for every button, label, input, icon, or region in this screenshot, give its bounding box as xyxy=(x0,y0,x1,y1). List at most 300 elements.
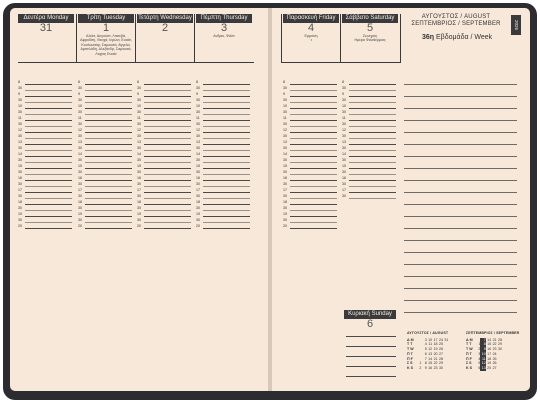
half-hour-line[interactable] xyxy=(144,90,191,91)
half-hour-line[interactable] xyxy=(203,114,250,115)
hour-line[interactable] xyxy=(144,84,191,85)
half-hour-label: 30 xyxy=(342,182,346,186)
hour-line[interactable] xyxy=(290,204,337,205)
mini-calendar-day[interactable] xyxy=(497,366,502,371)
hour-line[interactable] xyxy=(203,132,250,133)
mini-calendar-day[interactable]: 4 xyxy=(478,356,481,361)
hour-line[interactable] xyxy=(290,84,337,85)
half-hour-line[interactable] xyxy=(85,126,132,127)
hour-label: 9 xyxy=(283,92,285,96)
header-rule xyxy=(18,62,254,63)
notes-line[interactable] xyxy=(404,312,517,313)
mini-calendar-day[interactable]: 1 xyxy=(478,342,481,347)
half-hour-line[interactable] xyxy=(203,198,250,199)
half-hour-line[interactable] xyxy=(25,90,72,91)
notes-line[interactable] xyxy=(404,180,517,181)
mini-calendar-day[interactable]: 16 xyxy=(487,347,492,352)
half-hour-line[interactable] xyxy=(203,138,250,139)
half-hour-label: 30 xyxy=(196,110,200,114)
weekday-label: Τ T xyxy=(466,342,472,347)
notes-line[interactable] xyxy=(404,252,517,253)
hour-line[interactable] xyxy=(290,192,337,193)
half-hour-line[interactable] xyxy=(349,150,396,151)
hour-line[interactable] xyxy=(144,192,191,193)
hour-label: 8 xyxy=(283,80,285,84)
half-hour-line[interactable] xyxy=(203,222,250,223)
half-hour-line[interactable] xyxy=(144,210,191,211)
mini-calendar-day[interactable]: 15 xyxy=(487,342,492,347)
day-number: 3 xyxy=(220,22,228,34)
mini-calendar-day[interactable]: 23 xyxy=(492,347,497,352)
hour-line[interactable] xyxy=(85,120,132,121)
mini-calendar-day[interactable] xyxy=(443,366,448,371)
mini-calendar-day[interactable]: 18 xyxy=(433,342,438,347)
half-hour-label: 30 xyxy=(342,122,346,126)
half-hour-line[interactable] xyxy=(25,222,72,223)
mini-calendar-day[interactable]: 1 xyxy=(419,361,422,366)
half-hour-label: 30 xyxy=(137,98,141,102)
hour-label: 19 xyxy=(196,212,200,216)
hour-line[interactable] xyxy=(203,84,250,85)
hour-line[interactable] xyxy=(349,156,396,157)
mini-calendar-day[interactable]: 14 xyxy=(428,356,433,361)
hour-line[interactable] xyxy=(349,192,396,193)
notes-line[interactable] xyxy=(404,144,517,145)
half-hour-line[interactable] xyxy=(290,138,337,139)
mini-calendar-day[interactable]: 9 xyxy=(424,365,427,370)
hour-line[interactable] xyxy=(25,204,72,205)
half-hour-line[interactable] xyxy=(25,102,72,103)
half-hour-line[interactable] xyxy=(203,162,250,163)
mini-calendar-day[interactable]: 21 xyxy=(433,356,438,361)
half-hour-line[interactable] xyxy=(290,222,337,223)
sunday-line[interactable] xyxy=(346,336,396,337)
half-hour-line[interactable] xyxy=(144,198,191,199)
mini-calendar-day[interactable]: 20 xyxy=(433,351,438,356)
notes-line[interactable] xyxy=(404,192,517,193)
half-hour-label: 30 xyxy=(18,134,22,138)
hour-line[interactable] xyxy=(144,228,191,229)
hour-line[interactable] xyxy=(203,204,250,205)
hour-line[interactable] xyxy=(349,120,396,121)
mini-calendar-day[interactable]: 7 xyxy=(424,356,427,361)
half-hour-line[interactable] xyxy=(349,174,396,175)
hour-label: 18 xyxy=(196,200,200,204)
half-hour-label: 30 xyxy=(283,134,287,138)
half-hour-line[interactable] xyxy=(144,126,191,127)
half-hour-label: 30 xyxy=(78,182,82,186)
half-hour-line[interactable] xyxy=(144,138,191,139)
notes-line[interactable] xyxy=(404,264,517,265)
hour-label: 19 xyxy=(137,212,141,216)
hour-line[interactable] xyxy=(85,156,132,157)
half-hour-line[interactable] xyxy=(25,126,72,127)
hour-line[interactable] xyxy=(349,108,396,109)
notes-line[interactable] xyxy=(404,156,517,157)
mini-calendar-day[interactable]: 7 xyxy=(480,338,485,343)
mini-calendar-day[interactable]: 24 xyxy=(438,337,443,342)
half-hour-line[interactable] xyxy=(203,174,250,175)
hour-line[interactable] xyxy=(349,144,396,145)
mini-calendar-day[interactable]: 6 xyxy=(478,365,481,370)
hour-line[interactable] xyxy=(203,96,250,97)
hour-label: 9 xyxy=(78,92,80,96)
mini-calendar-day[interactable]: 10 xyxy=(428,337,433,342)
notes-line[interactable] xyxy=(404,276,517,277)
hour-line[interactable] xyxy=(203,168,250,169)
weekday-label: Π F xyxy=(466,356,472,361)
hour-line[interactable] xyxy=(85,168,132,169)
hour-line[interactable] xyxy=(290,228,337,229)
half-hour-line[interactable] xyxy=(203,126,250,127)
hour-label: 11 xyxy=(78,116,82,120)
notes-line[interactable] xyxy=(404,228,517,229)
half-hour-line[interactable] xyxy=(144,150,191,151)
hour-label: 16 xyxy=(18,176,22,180)
weekday-label: Σ S xyxy=(407,361,413,366)
day-number: 5 xyxy=(366,22,374,34)
mini-calendar-day[interactable]: 2 xyxy=(419,365,422,370)
hour-line[interactable] xyxy=(203,144,250,145)
hour-line[interactable] xyxy=(203,180,250,181)
hour-line[interactable] xyxy=(290,120,337,121)
hour-label: 9 xyxy=(18,92,20,96)
hour-line[interactable] xyxy=(290,216,337,217)
mini-calendar-day[interactable]: 5 xyxy=(424,347,427,352)
hour-label: 10 xyxy=(196,104,200,108)
mini-calendar-day[interactable]: 11 xyxy=(482,356,486,361)
mini-calendar-day[interactable]: 18 xyxy=(487,356,492,361)
half-hour-line[interactable] xyxy=(290,126,337,127)
mini-calendar-day[interactable]: 26 xyxy=(492,361,497,366)
notes-line[interactable] xyxy=(404,108,517,109)
hour-line[interactable] xyxy=(25,132,72,133)
hour-line[interactable] xyxy=(85,228,132,229)
half-hour-line[interactable] xyxy=(25,114,72,115)
half-hour-line[interactable] xyxy=(85,222,132,223)
mini-calendar-day[interactable]: 13 xyxy=(481,365,486,370)
half-hour-label: 30 xyxy=(196,170,200,174)
hour-label: 14 xyxy=(137,152,141,156)
half-hour-label: 30 xyxy=(196,218,200,222)
half-hour-label: 30 xyxy=(342,194,346,198)
mini-calendar-day[interactable]: 9 xyxy=(480,347,485,352)
mini-calendar-day[interactable]: 4 xyxy=(424,342,427,347)
half-hour-line[interactable] xyxy=(349,186,396,187)
hour-line[interactable] xyxy=(203,108,250,109)
hour-label: 18 xyxy=(78,200,82,204)
hour-line[interactable] xyxy=(290,132,337,133)
hour-line[interactable] xyxy=(85,84,132,85)
hour-line[interactable] xyxy=(349,84,396,85)
half-hour-line[interactable] xyxy=(85,186,132,187)
mini-calendar-day[interactable]: 17 xyxy=(487,351,492,356)
hour-line[interactable] xyxy=(25,120,72,121)
hour-line[interactable] xyxy=(85,108,132,109)
mini-calendar-day[interactable]: 27 xyxy=(438,351,443,356)
mini-calendar-day[interactable]: 19 xyxy=(433,347,438,352)
hour-line[interactable] xyxy=(144,156,191,157)
mini-calendar-day[interactable]: 3 xyxy=(478,351,481,356)
half-hour-label: 30 xyxy=(137,206,141,210)
hour-line[interactable] xyxy=(144,180,191,181)
hour-line[interactable] xyxy=(25,108,72,109)
half-hour-label: 30 xyxy=(18,206,22,210)
hour-line[interactable] xyxy=(203,192,250,193)
half-hour-line[interactable] xyxy=(203,186,250,187)
hour-line[interactable] xyxy=(85,180,132,181)
half-hour-line[interactable] xyxy=(290,102,337,103)
half-hour-line[interactable] xyxy=(349,90,396,91)
half-hour-line[interactable] xyxy=(85,174,132,175)
hour-line[interactable] xyxy=(144,120,191,121)
notes-line[interactable] xyxy=(404,300,517,301)
half-hour-line[interactable] xyxy=(349,126,396,127)
half-hour-line[interactable] xyxy=(25,210,72,211)
half-hour-line[interactable] xyxy=(349,102,396,103)
mini-calendar-day[interactable]: 29 xyxy=(497,342,502,347)
half-hour-line[interactable] xyxy=(290,186,337,187)
half-hour-line[interactable] xyxy=(144,222,191,223)
hour-line[interactable] xyxy=(203,156,250,157)
hour-label: 10 xyxy=(18,104,22,108)
mini-calendar-day[interactable]: 24 xyxy=(492,351,497,356)
hour-line[interactable] xyxy=(290,108,337,109)
hour-line[interactable] xyxy=(25,192,72,193)
hour-line[interactable] xyxy=(349,180,396,181)
mini-calendar-day[interactable]: 15 xyxy=(428,361,433,366)
hour-label: 16 xyxy=(137,176,141,180)
hour-label: 12 xyxy=(196,128,200,132)
half-hour-line[interactable] xyxy=(144,174,191,175)
mini-calendar-day[interactable]: 8 xyxy=(424,361,427,366)
mini-calendar-day[interactable]: 27 xyxy=(492,365,497,370)
hour-line[interactable] xyxy=(290,156,337,157)
half-hour-line[interactable] xyxy=(25,198,72,199)
half-hour-line[interactable] xyxy=(144,102,191,103)
half-hour-line[interactable] xyxy=(25,138,72,139)
hour-line[interactable] xyxy=(144,216,191,217)
mini-calendar-day[interactable]: 25 xyxy=(438,342,443,347)
notes-line[interactable] xyxy=(404,168,517,169)
hour-label: 13 xyxy=(137,140,141,144)
mini-calendar-day[interactable]: 10 xyxy=(481,351,486,356)
hour-label: 9 xyxy=(196,92,198,96)
mini-calendar-day[interactable]: 28 xyxy=(438,356,443,361)
hour-line[interactable] xyxy=(85,144,132,145)
hour-line[interactable] xyxy=(85,192,132,193)
mini-calendar-day[interactable]: 29 xyxy=(438,361,443,366)
half-hour-line[interactable] xyxy=(203,102,250,103)
hour-line[interactable] xyxy=(25,156,72,157)
hour-line[interactable] xyxy=(85,132,132,133)
hour-label: 13 xyxy=(78,140,82,144)
mini-calendar-day[interactable]: 14 xyxy=(487,337,492,342)
half-hour-label: 30 xyxy=(283,158,287,162)
half-hour-line[interactable] xyxy=(349,162,396,163)
weekday-label: Κ S xyxy=(466,365,472,370)
mini-calendar-day[interactable]: 26 xyxy=(438,347,443,352)
half-hour-line[interactable] xyxy=(85,162,132,163)
week-number: 36η xyxy=(422,34,435,41)
mini-calendar-day[interactable]: 28 xyxy=(497,337,502,342)
hour-label: 11 xyxy=(137,116,141,120)
half-hour-label: 30 xyxy=(283,98,287,102)
half-hour-label: 30 xyxy=(137,182,141,186)
half-hour-line[interactable] xyxy=(203,150,250,151)
hour-line[interactable] xyxy=(25,168,72,169)
hour-line[interactable] xyxy=(290,180,337,181)
mini-calendar-day[interactable]: 13 xyxy=(428,351,433,356)
half-hour-label: 30 xyxy=(137,134,141,138)
mini-calendar-day[interactable]: 16 xyxy=(428,365,433,370)
half-hour-line[interactable] xyxy=(85,150,132,151)
sunday-line[interactable] xyxy=(346,356,396,357)
half-hour-label: 30 xyxy=(196,158,200,162)
notes-line[interactable] xyxy=(404,288,517,289)
mini-calendar-day[interactable]: 3 xyxy=(424,337,427,342)
half-hour-line[interactable] xyxy=(349,198,396,199)
half-hour-line[interactable] xyxy=(203,90,250,91)
half-hour-label: 30 xyxy=(78,218,82,222)
hour-line[interactable] xyxy=(203,216,250,217)
year-tab[interactable]: 2026 xyxy=(511,15,521,35)
mini-calendar-day[interactable]: 6 xyxy=(424,351,427,356)
hour-line[interactable] xyxy=(290,144,337,145)
hour-label: 20 xyxy=(283,224,287,228)
hour-line[interactable] xyxy=(203,120,250,121)
hour-line[interactable] xyxy=(85,96,132,97)
mini-calendar-day[interactable]: 25 xyxy=(492,356,497,361)
half-hour-line[interactable] xyxy=(85,90,132,91)
hour-line[interactable] xyxy=(144,132,191,133)
mini-calendar-day[interactable]: 23 xyxy=(433,365,438,370)
mini-calendar-day[interactable]: 30 xyxy=(497,347,502,352)
notes-line[interactable] xyxy=(404,132,517,133)
half-hour-line[interactable] xyxy=(349,138,396,139)
notes-line[interactable] xyxy=(404,204,517,205)
hour-line[interactable] xyxy=(349,96,396,97)
sunday-line[interactable] xyxy=(346,376,396,377)
half-hour-label: 30 xyxy=(18,122,22,126)
half-hour-line[interactable] xyxy=(290,210,337,211)
mini-calendar-day[interactable]: 20 xyxy=(487,365,492,370)
notes-line[interactable] xyxy=(404,96,517,97)
half-hour-line[interactable] xyxy=(85,210,132,211)
hour-line[interactable] xyxy=(349,132,396,133)
hour-label: 13 xyxy=(283,140,287,144)
half-hour-line[interactable] xyxy=(290,198,337,199)
hour-line[interactable] xyxy=(290,168,337,169)
mini-calendar-day[interactable]: 8 xyxy=(480,342,485,347)
half-hour-line[interactable] xyxy=(85,114,132,115)
half-hour-line[interactable] xyxy=(25,150,72,151)
mini-calendar-day[interactable]: 21 xyxy=(492,337,497,342)
hour-label: 16 xyxy=(342,176,346,180)
half-hour-line[interactable] xyxy=(85,198,132,199)
notes-line[interactable] xyxy=(404,216,517,217)
hour-label: 17 xyxy=(18,188,22,192)
half-hour-label: 30 xyxy=(18,86,22,90)
mini-calendar-day[interactable]: 22 xyxy=(492,342,497,347)
half-hour-line[interactable] xyxy=(144,186,191,187)
half-hour-line[interactable] xyxy=(290,174,337,175)
half-hour-line[interactable] xyxy=(290,114,337,115)
half-hour-label: 30 xyxy=(78,158,82,162)
half-hour-line[interactable] xyxy=(144,114,191,115)
hour-line[interactable] xyxy=(85,216,132,217)
hour-line[interactable] xyxy=(144,96,191,97)
mini-calendar-day[interactable]: 22 xyxy=(433,361,438,366)
half-hour-line[interactable] xyxy=(144,162,191,163)
notes-line[interactable] xyxy=(404,120,517,121)
half-hour-line[interactable] xyxy=(203,210,250,211)
hour-label: 8 xyxy=(342,80,344,84)
hour-line[interactable] xyxy=(25,228,72,229)
mini-calendar-day[interactable]: 12 xyxy=(481,361,486,366)
hour-line[interactable] xyxy=(144,144,191,145)
mini-calendar-day[interactable]: 17 xyxy=(433,337,438,342)
weekday-label: Π T xyxy=(466,351,472,356)
hour-line[interactable] xyxy=(144,204,191,205)
day-note: Ερμιόνη ◑ xyxy=(304,34,318,43)
half-hour-line[interactable] xyxy=(349,114,396,115)
sunday-line[interactable] xyxy=(346,366,396,367)
sunday-line[interactable] xyxy=(346,346,396,347)
hour-line[interactable] xyxy=(203,228,250,229)
hour-label: 13 xyxy=(18,140,22,144)
mini-calendar-day[interactable]: 2 xyxy=(478,347,481,352)
hour-line[interactable] xyxy=(349,168,396,169)
mini-calendar-day[interactable]: 12 xyxy=(428,347,433,352)
half-hour-line[interactable] xyxy=(290,90,337,91)
header-rule xyxy=(281,62,401,63)
notes-line[interactable] xyxy=(404,240,517,241)
half-hour-line[interactable] xyxy=(85,138,132,139)
mini-calendar-day[interactable]: 19 xyxy=(487,361,492,366)
hour-line[interactable] xyxy=(85,204,132,205)
half-hour-line[interactable] xyxy=(25,186,72,187)
hour-label: 18 xyxy=(137,200,141,204)
half-hour-label: 30 xyxy=(137,122,141,126)
sunday-header: Κυριακή Sunday xyxy=(344,310,396,319)
hour-line[interactable] xyxy=(290,96,337,97)
hour-line[interactable] xyxy=(25,144,72,145)
half-hour-line[interactable] xyxy=(25,174,72,175)
half-hour-line[interactable] xyxy=(290,150,337,151)
half-hour-label: 30 xyxy=(78,110,82,114)
hour-line[interactable] xyxy=(25,216,72,217)
half-hour-line[interactable] xyxy=(25,162,72,163)
hour-line[interactable] xyxy=(144,108,191,109)
half-hour-line[interactable] xyxy=(85,102,132,103)
hour-line[interactable] xyxy=(25,180,72,181)
hour-line[interactable] xyxy=(25,96,72,97)
mini-calendar-day[interactable]: 30 xyxy=(438,365,443,370)
day-header: Δευτέρα Monday xyxy=(18,14,74,23)
mini-calendar-day[interactable]: 5 xyxy=(478,361,481,366)
mini-calendar-day[interactable]: 11 xyxy=(428,342,433,347)
half-hour-label: 30 xyxy=(283,170,287,174)
half-hour-label: 30 xyxy=(342,98,346,102)
notes-line[interactable] xyxy=(404,84,517,85)
half-hour-line[interactable] xyxy=(290,162,337,163)
hour-line[interactable] xyxy=(25,84,72,85)
hour-label: 16 xyxy=(283,176,287,180)
half-hour-label: 30 xyxy=(78,86,82,90)
hour-line[interactable] xyxy=(144,168,191,169)
mini-calendar-day[interactable]: 31 xyxy=(444,337,449,342)
